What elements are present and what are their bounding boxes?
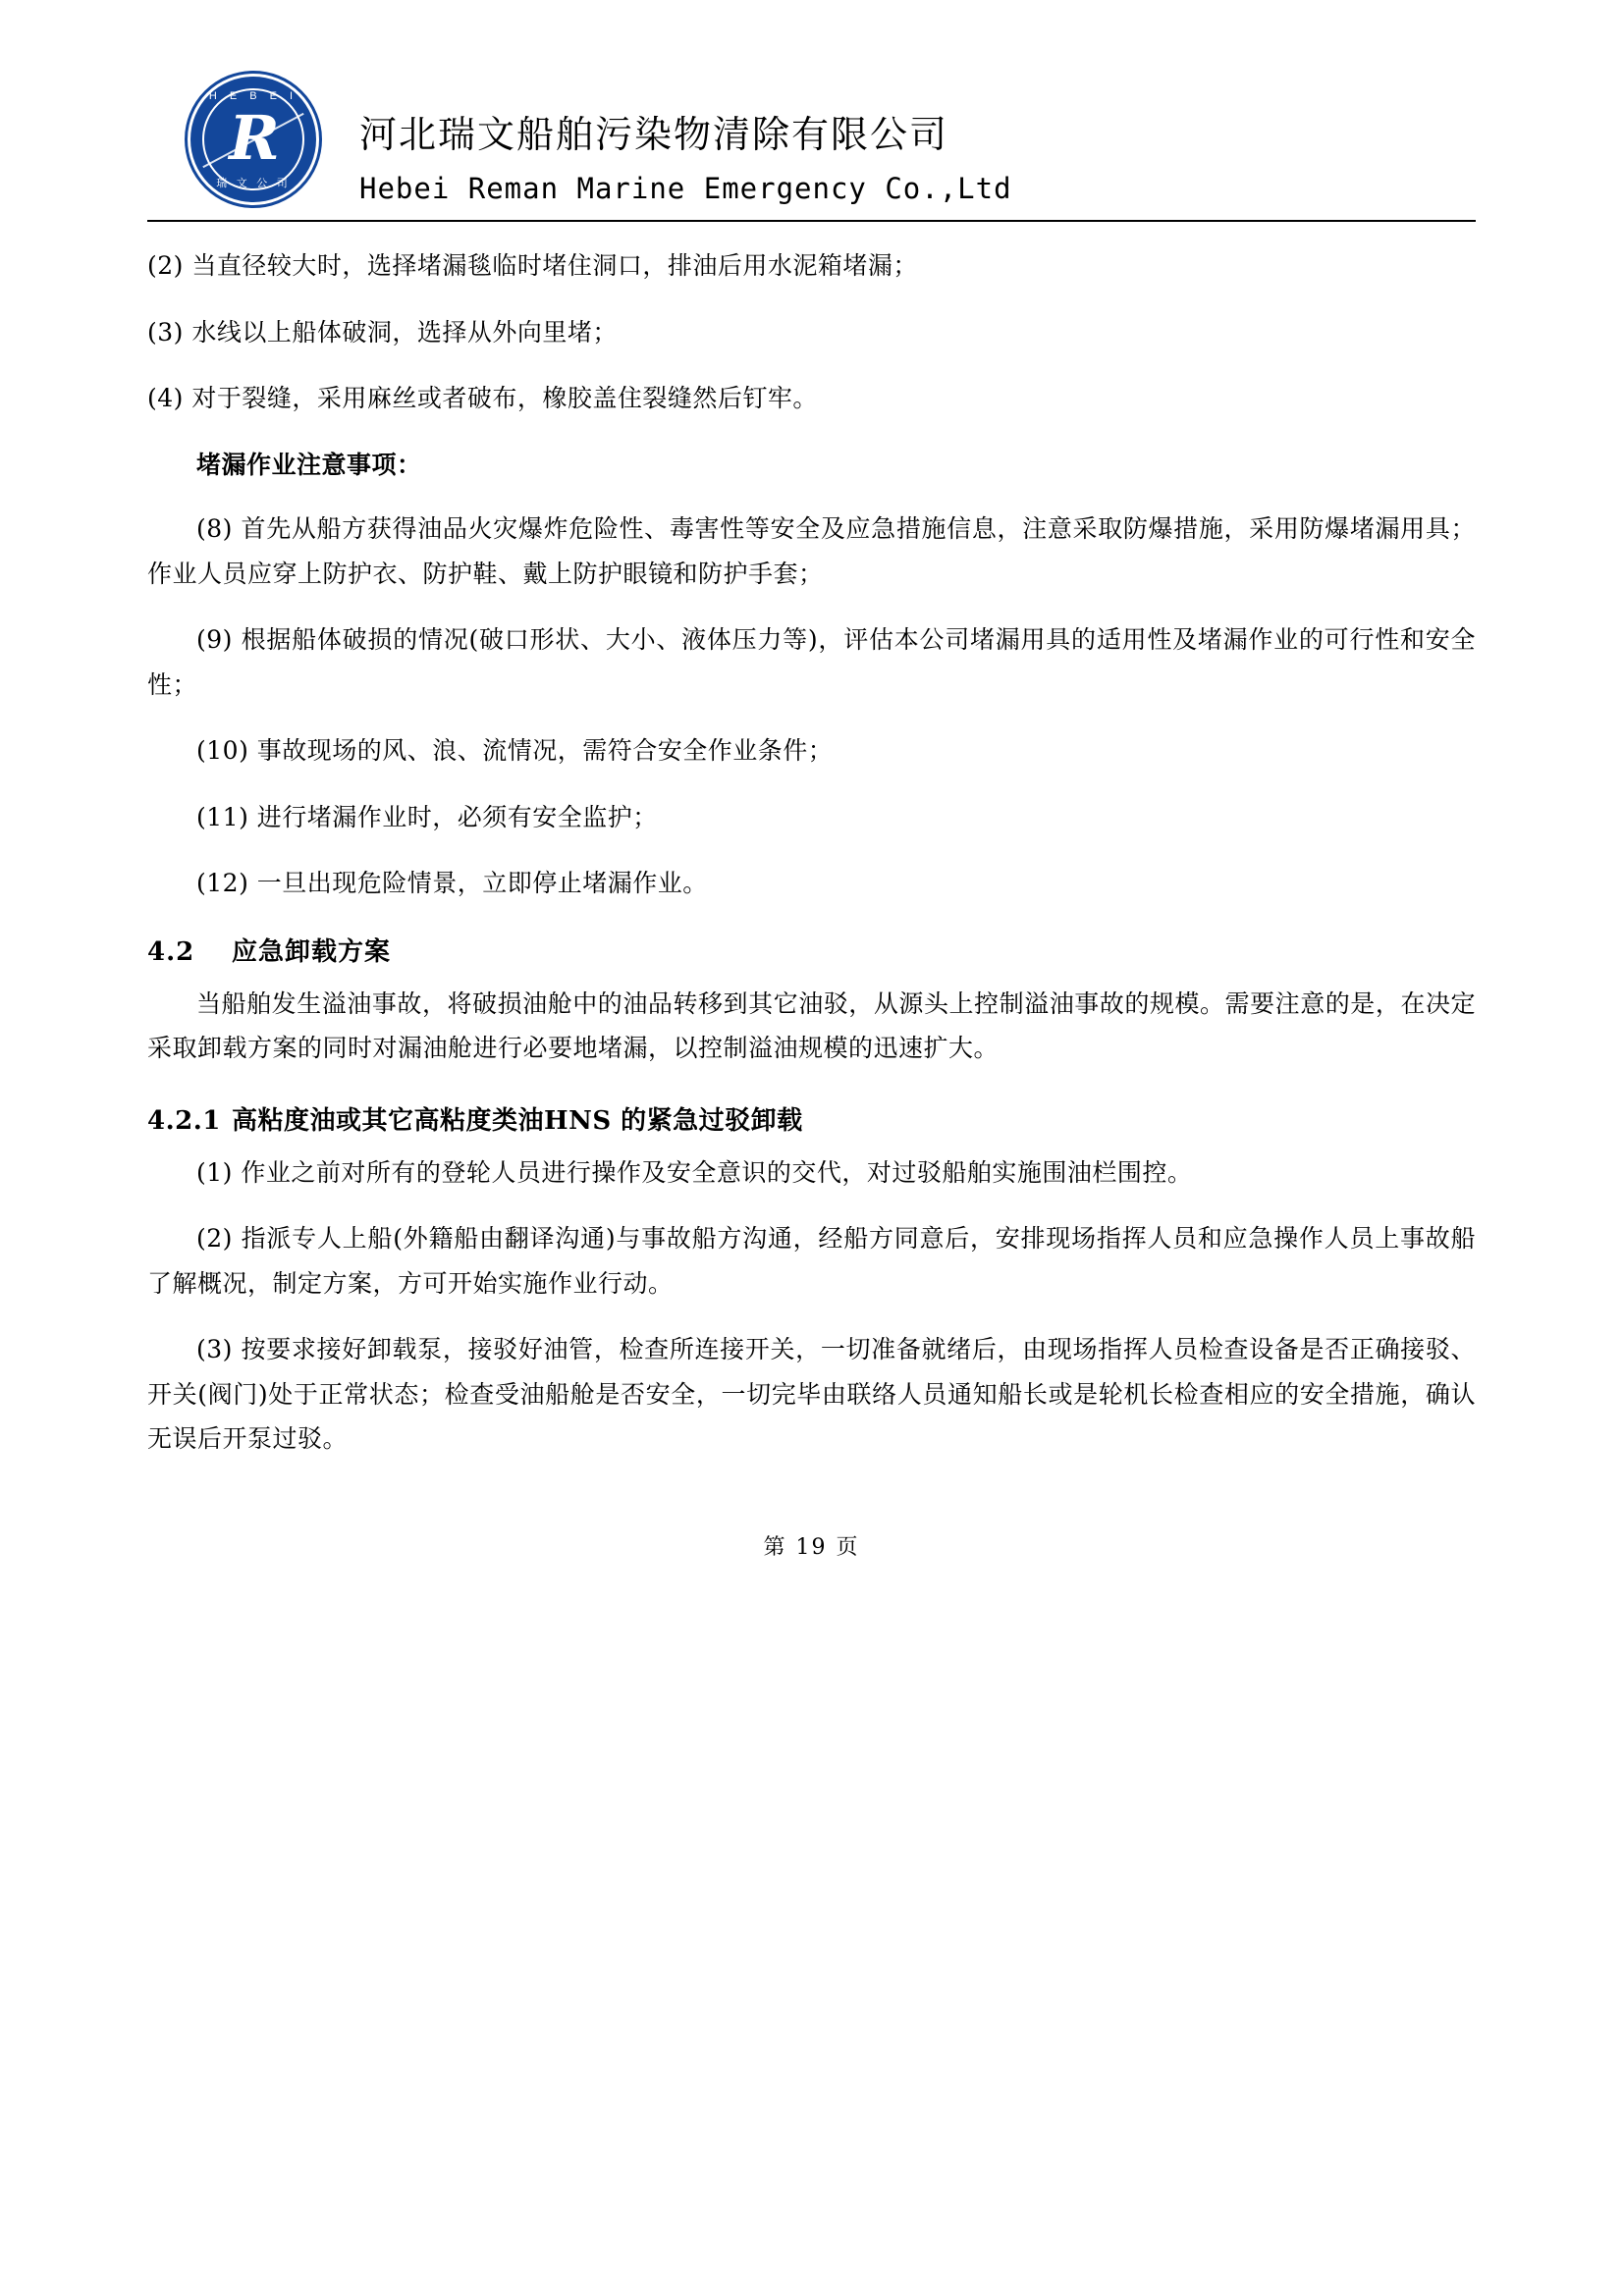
letterhead-divider (147, 220, 1476, 222)
notes-title: 堵漏作业注意事项： (196, 450, 422, 479)
section-heading-4-2 (147, 932, 1476, 968)
letterhead-text (328, 63, 1012, 205)
logo-arc-top-text: H E B E I (208, 90, 298, 102)
logo-arc-bottom-text: 瑞 文 公 司 (216, 177, 291, 189)
company-logo-icon (179, 65, 328, 214)
letterhead (147, 63, 1476, 214)
paragraph-item-9: (9) 根据船体破损的情况(破口形状、大小、液体压力等)，评估本公司堵漏用具的适用性及堵漏作业的可行性和安全性； (147, 625, 1476, 699)
company-name-en: Hebei Reman Marine Emergency Co.,Ltd (359, 172, 1012, 205)
paragraph-item-2: (2) 当直径较大时，选择堵漏毯临时堵住洞口，排油后用水泥箱堵漏； (147, 251, 918, 280)
section-heading-4-2-1 (147, 1100, 1476, 1137)
section-number-4-2-1: 4.2.1 (147, 1105, 221, 1136)
paragraph-item-8: (8) 首先从船方获得油品火灾爆炸危险性、毒害性等安全及应急措施信息，注意采取防爆措施，采用防爆堵漏用具；作业人员应穿上防护衣、防护鞋、戴上防护眼镜和防护手套； (147, 514, 1476, 588)
section-4-2-1-item-3: (3) 按要求接好卸载泵，接驳好油管，检查所连接开关，一切准备就绪后，由现场指挥人员检查设备是否正确接驳、开关(阀门)处于正常状态；检查受油船舱是否安全，一切完毕由联络人员通知船长或是轮机长检查相应的安全措施，确认无误后开泵过驳。 (147, 1335, 1476, 1453)
paragraph-item-12: (12) 一旦出现危险情景，立即停止堵漏作业。 (196, 869, 708, 897)
company-name-cn: 河北瑞文船舶污染物清除有限公司 (359, 113, 949, 156)
section-4-2-1-item-1: (1) 作业之前对所有的登轮人员进行操作及安全意识的交代，对过驳船舶实施围油栏围控。 (196, 1157, 1193, 1187)
section-number-4-2: 4.2 (147, 936, 195, 967)
paragraph-item-11: (11) 进行堵漏作业时，必须有安全监护； (196, 802, 658, 831)
paragraph-item-3: (3) 水线以上船体破洞，选择从外向里堵； (147, 317, 618, 347)
section-title-4-2-1: 高粘度油或其它高粘度类油HNS 的紧急过驳卸载 (232, 1105, 803, 1136)
section-title-4-2: 应急卸载方案 (232, 936, 392, 967)
paragraph-item-10: (10) 事故现场的风、浪、流情况，需符合安全作业条件； (196, 736, 834, 765)
section-4-2-1-item-2: (2) 指派专人上船(外籍船由翻译沟通)与事故船方沟通，经船方同意后，安排现场指挥人员和应急操作人员上事故船了解概况，制定方案，方可开始实施作业行动。 (147, 1224, 1476, 1298)
logo-monogram: R (229, 102, 278, 175)
page-footer: 第 19 页 (763, 1534, 860, 1560)
section-4-2-paragraph: 当船舶发生溢油事故，将破损油舱中的油品转移到其它油驳，从源头上控制溢油事故的规模。需要注意的是，在决定采取卸载方案的同时对漏油舱进行必要地堵漏，以控制溢油规模的迅速扩大。 (147, 988, 1476, 1062)
paragraph-item-4: (4) 对于裂缝，采用麻丝或者破布，橡胶盖住裂缝然后钉牢。 (147, 384, 818, 412)
